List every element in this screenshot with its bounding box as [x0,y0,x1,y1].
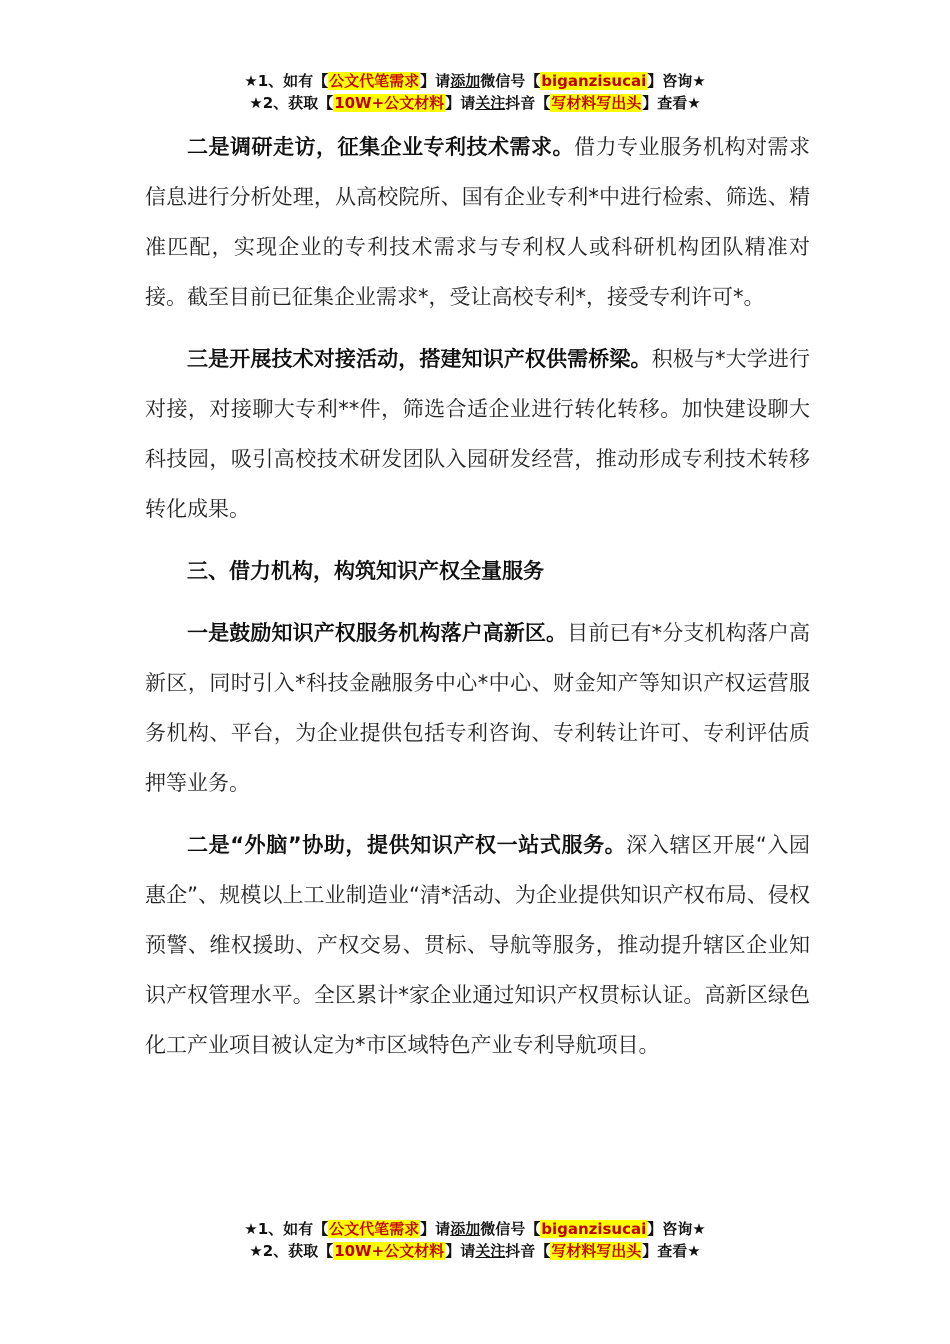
banner-text: ★2、获取【 [249,94,334,112]
banner-line-2 [0,1240,950,1262]
banner-text: ★1、如有【 [244,72,329,90]
top-banner [0,70,950,114]
banner-text: 】请 [445,94,476,112]
banner-text: 】请 [420,1220,451,1238]
paragraph-4 [145,820,810,1070]
paragraph-lead: 三是开展技术对接活动，搭建知识产权供需桥梁。 [187,347,652,371]
paragraph-text: 借力专业服务机构对需求信息进行分析处理，从高校院所、国有企业专利*中进行检索、筛选、精准匹配，实现企业的专利技术需求与专利权人或科研机构团队精准对接。截至目前已征集企业需求*，受让高校专利*，接受专利许可*。 [145,135,810,309]
paragraph-text: 目前已有*分支机构落户高新区，同时引入*科技金融服务中心*中心、财金知产等知识产权运营服务机构、平台，为企业提供包括专利咨询、专利转让许可、专利评估质押等业务。 [145,621,810,795]
section-heading: 三、借力机构，构筑知识产权全量服务 [187,559,544,583]
banner-text: 】查看★ [642,1242,701,1260]
banner-emphasis: 添加 [450,72,481,90]
banner-highlight: 公文代笔需求 [329,1220,420,1238]
paragraph-text: 深入辖区开展“入园惠企”、规模以上工业制造业“清*活动、为企业提供知识产权布局、侵权预警、维权援助、产权交易、贯标、导航等服务，推动提升辖区企业知识产权管理水平。全区累计*家企业通过知识产权贯标认证。高新区绿色化工产业项目被认定为*市区域特色产业专利导航项目。 [145,833,810,1057]
banner-highlight: 公文代笔需求 [329,72,420,90]
paragraph-1 [145,122,810,322]
banner-highlight: 10W+公文材料 [334,94,445,112]
paragraph-text: 积极与*大学进行对接，对接聊大专利**件，筛选合适企业进行转化转移。加快建设聊大科技园，吸引高校技术研发团队入园研发经营，推动形成专利技术转移转化成果。 [145,347,811,521]
banner-line-1 [0,70,950,92]
banner-text: ★1、如有【 [244,1220,329,1238]
bottom-banner [0,1218,950,1262]
banner-emphasis: 添加 [450,1220,481,1238]
banner-text: 微信号【 [480,72,541,90]
document-body [145,122,810,1082]
paragraph-lead: 二是调研走访，征集企业专利技术需求。 [187,135,574,159]
banner-line-2 [0,92,950,114]
paragraph-lead: 二是“外脑”协助，提供知识产权一站式服务。 [187,833,627,857]
paragraph-3 [145,608,810,808]
banner-text: 】请 [420,72,451,90]
paragraph-2 [145,334,810,534]
banner-highlight: biganzisucai [541,1220,647,1238]
banner-text: 微信号【 [480,1220,541,1238]
banner-text: 】咨询★ [647,1220,706,1238]
banner-text: 】咨询★ [647,72,706,90]
banner-highlight: 写材料写出头 [551,94,642,112]
banner-text: 】请 [445,1242,476,1260]
banner-emphasis: 关注 [475,94,506,112]
banner-highlight: biganzisucai [541,72,647,90]
banner-highlight: 10W+公文材料 [334,1242,445,1260]
paragraph-lead: 一是鼓励知识产权服务机构落户高新区。 [187,621,568,645]
banner-text: 抖音【 [505,94,551,112]
banner-text: ★2、获取【 [249,1242,334,1260]
banner-text: 抖音【 [505,1242,551,1260]
banner-text: 】查看★ [642,94,701,112]
banner-emphasis: 关注 [475,1242,506,1260]
banner-highlight: 写材料写出头 [551,1242,642,1260]
banner-line-1 [0,1218,950,1240]
